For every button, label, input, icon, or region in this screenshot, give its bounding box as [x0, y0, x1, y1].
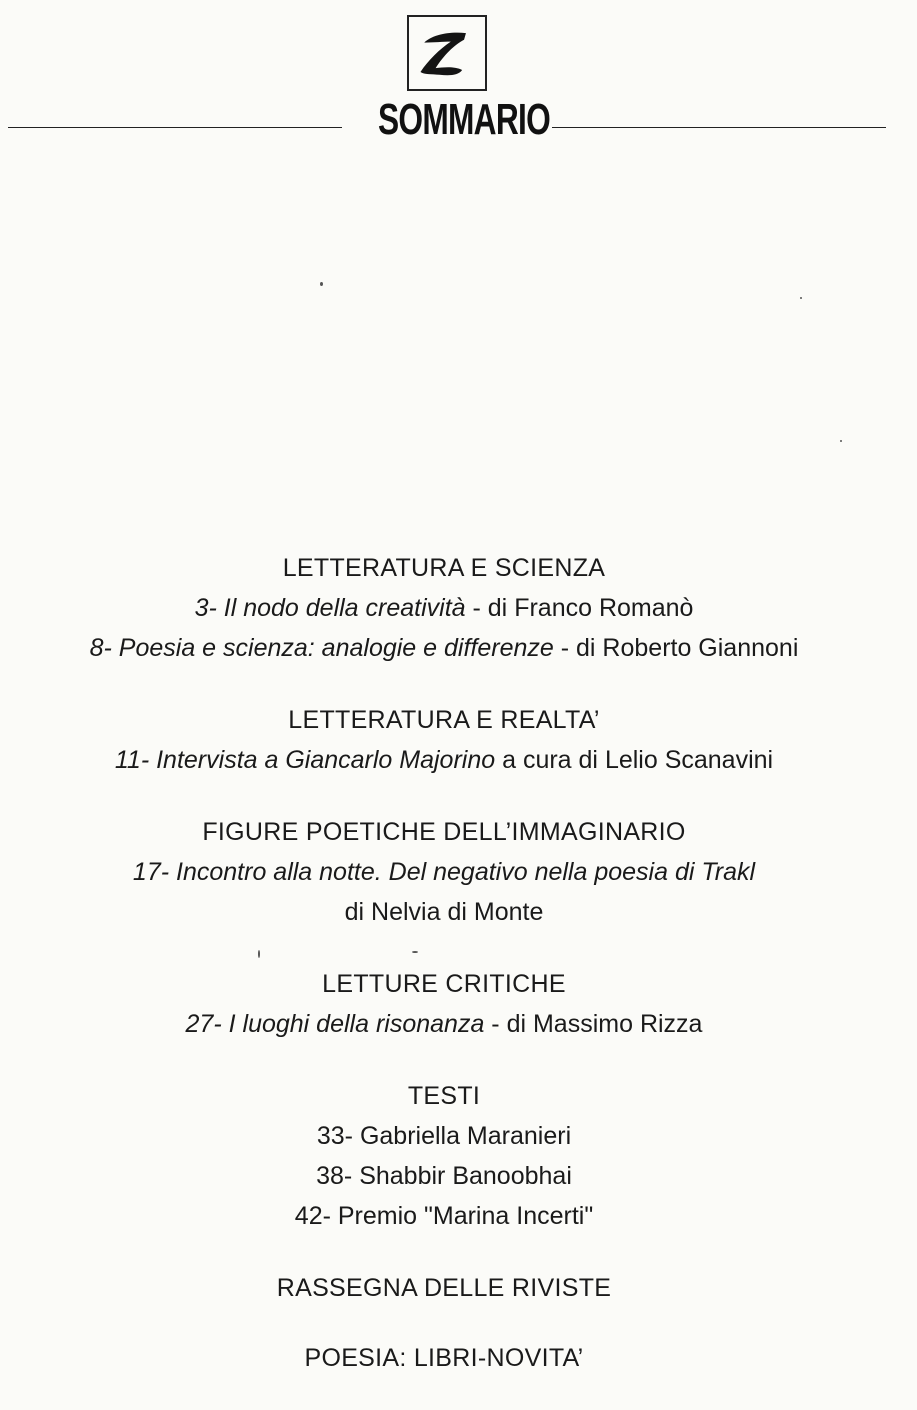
- entry-page: 8-: [89, 634, 112, 662]
- section-heading: TESTI: [407, 1082, 481, 1110]
- toc-entry: [0, 740, 888, 780]
- entry-page: 27-: [185, 1010, 222, 1038]
- toc-entry: [0, 1004, 888, 1044]
- toc-entry: 42- Premio "Marina Incerti": [294, 1202, 594, 1230]
- entry-separator: a cura di: [495, 746, 605, 774]
- entry-author: Lelio Scanavini: [604, 746, 774, 774]
- masthead-title: SOMMARIO: [378, 95, 551, 144]
- entry-separator: - di: [465, 594, 515, 622]
- paper-speck: [320, 282, 323, 286]
- entry-author: Franco Romanò: [514, 594, 694, 622]
- paper-speck: [840, 440, 842, 442]
- section-letteratura-realta: [0, 700, 888, 780]
- entry-author: Roberto Giannoni: [602, 634, 799, 662]
- table-of-contents: [0, 548, 888, 1410]
- section-figure-poetiche: [0, 812, 888, 932]
- masthead-rule-right: [552, 127, 886, 128]
- section-heading: LETTERATURA E SCIENZA: [282, 554, 606, 582]
- entry-title: Il nodo della creatività: [223, 594, 466, 622]
- entry-title: Intervista a Giancarlo Majorino: [156, 746, 496, 774]
- paper-speck: [258, 950, 260, 958]
- toc-entry: [0, 588, 888, 628]
- entry-separator: - di: [553, 634, 603, 662]
- toc-entry: [0, 852, 888, 892]
- entry-page: 3-: [194, 594, 217, 622]
- entry-separator: - di: [484, 1010, 533, 1038]
- section-poesia-libri: [0, 1338, 888, 1378]
- section-heading: FIGURE POETICHE DELL’IMMAGINARIO: [202, 818, 686, 846]
- paper-speck: [412, 951, 418, 953]
- entry-page: 17-: [132, 858, 170, 886]
- toc-entry: 33- Gabriella Maranieri: [316, 1122, 572, 1150]
- section-letteratura-scienza: [0, 548, 888, 668]
- section-heading: LETTURE CRITICHE: [322, 970, 566, 998]
- masthead-rule-left: [8, 127, 342, 128]
- entry-title: Poesia e scienza: analogie e differenze: [118, 634, 554, 662]
- section-heading: POESIA: LIBRI-NOVITA’: [304, 1344, 584, 1372]
- section-letture-critiche: [0, 964, 888, 1044]
- entry-author: Massimo Rizza: [532, 1010, 703, 1038]
- logo-z-glyph: [409, 17, 485, 89]
- paper-speck: [800, 297, 802, 299]
- section-rassegna-riviste: [0, 1268, 888, 1308]
- logo-mark: [407, 15, 487, 91]
- toc-entry: 38- Shabbir Banoobhai: [316, 1162, 572, 1190]
- entry-page: 11-: [114, 746, 150, 774]
- toc-entry: [0, 628, 888, 668]
- section-heading: RASSEGNA DELLE RIVISTE: [276, 1274, 612, 1302]
- entry-byline: di Nelvia di Monte: [344, 898, 544, 926]
- section-heading: LETTERATURA E REALTA’: [288, 706, 600, 734]
- entry-title: I luoghi della risonanza: [228, 1010, 485, 1038]
- section-testi: [0, 1076, 888, 1236]
- entry-title: Incontro alla notte. Del negativo nella poesia di Trakl: [176, 858, 756, 886]
